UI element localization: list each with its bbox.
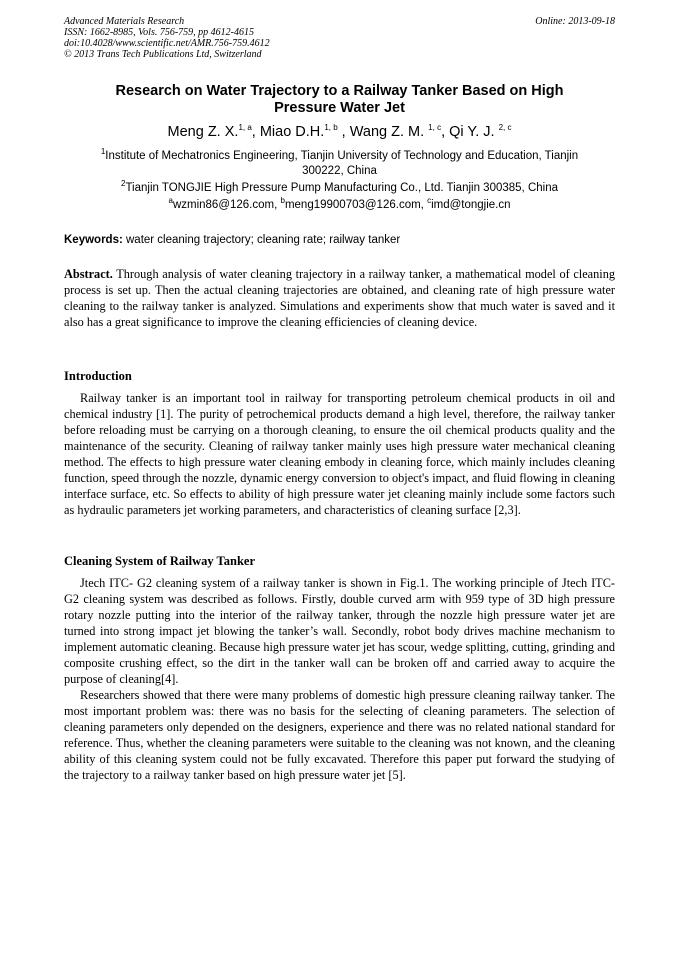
author-affiliation-sup: 1, b [324,123,338,133]
journal-name: Advanced Materials Research [64,16,185,27]
journal-copyright: © 2013 Trans Tech Publications Ltd, Switzerland [64,49,262,60]
author-separator: , [251,124,260,140]
author-affiliation-sup: 2, c [498,123,512,133]
section-paragraph: Researchers showed that there were many problems of domestic high pressure cleaning railway tanker. The most important problem was: there was no basis for the selecting of cleaning parameters. The selection of cleaning parameters only depended on the designers, experience and there was no related national standard for reference. Thus, whether the cleaning parameters were suitable to the cleaning was not known, and the cleaning ability of this cleaning system could not be fully excavated. Therefore this paper put forward the studying of the trajectory to a railway tanker based on high pressure water jet [5]. [64,688,615,782]
section-introduction [64,368,615,518]
keywords-text: water cleaning trajectory; cleaning rate; railway tanker [122,234,401,246]
journal-issn: ISSN: 1662-8985, Vols. 756-759, pp 4612-4615 [64,27,254,38]
author-name: Qi Y. J. [449,124,499,140]
section-heading: Introduction [64,369,132,383]
abstract [64,266,615,330]
section-paragraph: Railway tanker is an important tool in railway for transporting petroleum chemical products in oil and chemical industry [1]. The purity of petrochemical products demand a high level, therefore, the railway tanker before reloading must be carrying on a thorough cleaning, to ensure the oil chemical products quality and the maintenance of the security. Cleaning of railway tanker mainly uses high pressure water mechanical cleaning method. The effects to high pressure water cleaning embody in cleaning force, which mainly includes cleaning function, speed through the nozzle, dynamic energy conversion to object's impact, and fluid flowing in cleaning interface surface, etc. So effects to ability of high pressure water jet cleaning mainly include some factors such as hydraulic parameters jet working parameters, and characteristics of cleaning surface [2,3]. [64,391,615,517]
author-separator: , [337,124,350,140]
author-name: Miao D.H. [259,124,325,140]
keywords-label: Keywords: [64,234,123,246]
author-emails [64,198,615,213]
section-paragraph: Jtech ITC- G2 cleaning system of a railway tanker is shown in Fig.1. The working principle of Jtech ITC-G2 cleaning system was described as follows. Firstly, double curved arm with 959 type of 3D high pressure rotary nozzle putting into the interior of the railway tanker, through the nozzle high pressure water jet are turned into strong impact jet blowing the tanker’s wall. Secondly, robot body drives machine mechanism to implement automatic cleaning. Because high pressure water jet has scour, wedge splitting, cutting, grinding and composite crushing effect, so the dirt in the tanker wall can be broken off and carried away to acquire the purpose of cleaning[4]. [64,576,615,686]
journal-doi: doi:10.4028/www.scientific.net/AMR.756-759.4612 [64,38,270,49]
email-b: meng19900703@126.com, [284,199,428,211]
affiliation-1-line-1: Institute of Mechatronics Engineering, Tianjin University of Technology and Education, Tianjin [105,150,579,162]
abstract-text: Through analysis of water cleaning trajectory in a railway tanker, a mathematical model of cleaning process is set up. Then the actual cleaning trajectories are obtained, and cleaning rate of high pressure water cleaning to the railway tanker is analyzed. Simulations and experiments show that much water is saved and it also has a great significance to improve the cleaning efficiencies of cleaning device. [64,267,615,329]
affiliation-2-line: Tianjin TONGJIE High Pressure Pump Manufacturing Co., Ltd. Tianjin 300385, China [125,182,558,194]
author-affiliation-sup: 1, c [428,123,442,133]
section-heading: Cleaning System of Railway Tanker [64,554,255,568]
journal-header [64,16,615,60]
author-list [64,123,615,141]
affiliation-1-line-2: 300222, China [302,165,377,177]
affiliation-2-sup: 2 [121,179,126,189]
keywords [64,233,615,248]
paper-title-line-1: Research on Water Trajectory to a Railway Tanker Based on High [115,83,564,99]
email-b-sup: b [280,196,285,206]
author-affiliation-sup: 1, a [238,123,252,133]
author-name: Wang Z. M. [349,124,429,140]
email-a-sup: a [168,196,173,206]
email-c: imd@tongjie.cn [431,199,511,211]
abstract-paragraph [64,266,615,330]
email-a: wzmin86@126.com, [172,199,281,211]
email-c-sup: c [427,196,432,206]
abstract-label: Abstract. [64,267,113,281]
affiliation-2 [64,181,615,196]
affiliation-1 [64,149,615,179]
paper-title-line-2: Pressure Water Jet [274,100,405,116]
paper-title [64,83,615,117]
affiliation-1-sup: 1 [100,147,106,157]
section-cleaning-system [64,553,615,783]
author-name: Meng Z. X. [167,124,239,140]
online-date: Online: 2013-09-18 [535,16,615,27]
author-separator: , [441,124,450,140]
